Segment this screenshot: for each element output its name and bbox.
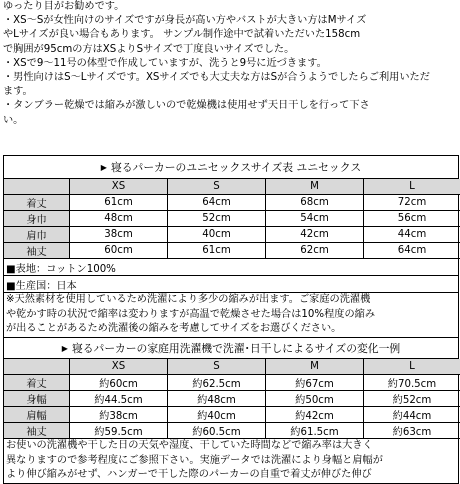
table-cell: 約61.5cm — [266, 423, 364, 439]
table-header-cell: M — [266, 359, 364, 375]
shrink-note-line: ※天然素材を使用しているため洗濯により多少の縮みが出ます。ご家庭の洗濯機 — [6, 294, 371, 305]
table-cell: 52cm — [168, 211, 266, 227]
table-cell: 42cm — [266, 227, 364, 243]
row-label: 身巾 — [4, 211, 70, 227]
table-header-cell: XS — [70, 179, 168, 195]
table-cell: 62cm — [266, 243, 364, 259]
table-header-cell: L — [364, 359, 460, 375]
table-cell: 約50cm — [266, 391, 364, 407]
table-cell: 38cm — [70, 227, 168, 243]
note-line: ゆったり目がお勧めです。 — [3, 1, 125, 12]
table-cell: 64cm — [364, 243, 460, 259]
shrink-note-line: や乾かす時の状況で縮率は変わりますが高温で乾燥させた場合は10%程度の縮み — [6, 308, 376, 320]
note-line: で胸囲が95cmの方はXSよりSサイズで丁度良いサイズでした。 — [3, 43, 295, 55]
footer-note-line: 異なりますので参考程度にご参照下さい。実施データでは洗濯により身幅と肩幅が — [6, 454, 383, 466]
note-line: ・タンブラー乾燥では縮みが激しいので乾燥機は使用せず天日干しを行って下さ — [3, 100, 370, 112]
table-cell: 61cm — [168, 243, 266, 259]
table-header-cell — [4, 179, 70, 195]
table-cell: 約62.5cm — [168, 375, 266, 391]
wash-table-title: ▶ 寝るパーカーの家庭用洗濯機で洗濯･日干しによるサイズの変化一例 — [4, 338, 458, 359]
note-line: ・男性向けはS～Lサイズです。XSサイズでも大丈夫な方はSが合うようでしたらご利用いただ — [3, 72, 430, 84]
size-table-grid — [4, 179, 458, 259]
table-cell: 約70.5cm — [364, 375, 460, 391]
triangle-right-icon: ▶ — [61, 343, 68, 353]
table-cell: 約52cm — [364, 391, 460, 407]
row-label: 肩巾 — [4, 227, 70, 243]
table-header-cell: S — [168, 359, 266, 375]
table-cell: 約48cm — [168, 391, 266, 407]
row-label: 身幅 — [4, 391, 70, 407]
table-cell: 61cm — [70, 195, 168, 211]
material-origin: ■生産国：日本 — [4, 276, 458, 293]
table-cell: 72cm — [364, 195, 460, 211]
table-cell: 約40cm — [168, 407, 266, 423]
material-surface: ■表地：コットン100% — [4, 259, 458, 276]
footer-note-line: より伸び縮みがせず、ハンガーで干した際のパーカーの自重で着丈が伸びた伸び — [6, 469, 372, 480]
table-cell: 約60cm — [70, 375, 168, 391]
row-label: 肩幅 — [4, 407, 70, 423]
table-header-cell — [4, 359, 70, 375]
unisex-size-table — [3, 155, 459, 338]
row-label: 着丈 — [4, 375, 70, 391]
row-label: 袖丈 — [4, 243, 70, 259]
table-cell: 56cm — [364, 211, 460, 227]
size-advice-notes — [3, 0, 459, 128]
table-cell: 約44.5cm — [70, 391, 168, 407]
note-line: やLサイズが良い場合もあります。 サンプル制作途中で試着いただいた158cm — [3, 29, 361, 41]
triangle-right-icon: ▶ — [100, 162, 107, 172]
shrink-note — [4, 293, 458, 337]
footer-note — [4, 439, 458, 483]
size-table-title: ▶ 寝るパーカーのユニセックスサイズ表 ユニセックス — [4, 156, 458, 179]
table-cell: 約63cm — [364, 423, 460, 439]
table-cell: 60cm — [70, 243, 168, 259]
note-line: い。 — [3, 114, 24, 126]
table-cell: 44cm — [364, 227, 460, 243]
table-header-cell: L — [364, 179, 460, 195]
note-line: ます。 — [3, 86, 33, 98]
table-cell: 約44cm — [364, 407, 460, 423]
table-cell: 40cm — [168, 227, 266, 243]
shrink-note-line: が出ることがあるため洗濯後の縮みを考慮してサイズをお選びください。 — [6, 323, 342, 334]
table-header-cell: S — [168, 179, 266, 195]
table-header-cell: XS — [70, 359, 168, 375]
footer-note-line: お使いの洗濯機や干した日の天気や湿度、干していた時間などで縮み率は大きく — [6, 440, 373, 451]
note-line: ・XSで9～11号の体型で作成していますが、洗うと9号に近づきます。 — [3, 57, 327, 69]
table-cell: 約38cm — [70, 407, 168, 423]
table-cell: 約42cm — [266, 407, 364, 423]
note-line: ・XS～Sが女性向けのサイズですが身長が高い方やバストが大きい方はMサイズ — [3, 15, 367, 27]
wash-change-table — [3, 338, 459, 484]
table-cell: 54cm — [266, 211, 364, 227]
table-cell: 48cm — [70, 211, 168, 227]
table-cell: 約59.5cm — [70, 423, 168, 439]
row-label: 袖丈 — [4, 423, 70, 439]
table-cell: 約67cm — [266, 375, 364, 391]
table-cell: 68cm — [266, 195, 364, 211]
table-cell: 約60.5cm — [168, 423, 266, 439]
wash-table-grid — [4, 359, 458, 439]
table-cell: 64cm — [168, 195, 266, 211]
table-header-cell: M — [266, 179, 364, 195]
row-label: 着丈 — [4, 195, 70, 211]
